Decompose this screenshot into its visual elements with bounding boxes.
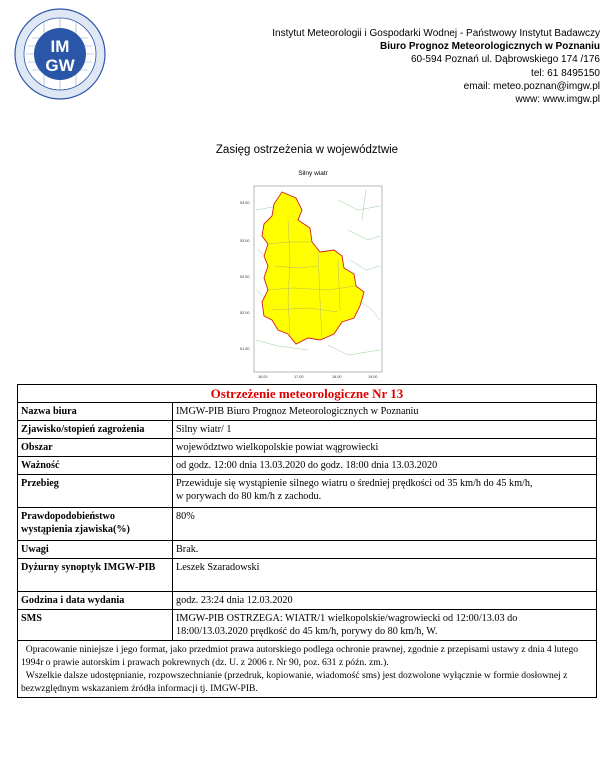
row-label: Dyżurny synoptyk IMGW-PIB (18, 559, 173, 592)
map-canvas (238, 170, 388, 380)
map-title: Silny wiatr (298, 170, 328, 177)
row-value: godz. 23:24 dnia 12.03.2020 (173, 592, 597, 610)
row-value: Leszek Szaradowski (173, 559, 597, 592)
row-value: od godz. 12:00 dnia 13.03.2020 do godz. 18:00 dnia 13.03.2020 (173, 457, 597, 475)
row-label: Obszar (18, 439, 173, 457)
phone: tel: 61 8495150 (531, 67, 600, 79)
y-ticks (240, 201, 250, 351)
x-tick: 17.00 (294, 375, 304, 379)
logo-text-bottom: GW (45, 56, 75, 75)
row-label: Zjawisko/stopień zagrożenia (18, 421, 173, 439)
row-value: IMGW-PIB Biuro Prognoz Meteorologicznych w Poznaniu (173, 403, 597, 421)
row-label: Godzina i data wydania (18, 592, 173, 610)
table-row (18, 559, 597, 592)
table-row (18, 610, 597, 641)
copyright-notice (18, 641, 597, 698)
x-tick: 19.00 (368, 375, 378, 379)
logo-text-top: IM (50, 37, 70, 56)
table-row (18, 439, 597, 457)
y-tick: 52.00 (240, 311, 250, 315)
map-heading: Zasięg ostrzeżenia w województwie (215, 144, 399, 156)
table-row (18, 403, 597, 421)
warning-map (238, 170, 388, 380)
row-value: województwo wielkopolskie powiat wągrowiecki (173, 439, 597, 457)
warning-title: Ostrzeżenie meteorologiczne Nr 13 (18, 385, 597, 403)
row-label: Prawdopodobieństwo wystąpienia zjawiska(%) (18, 508, 173, 541)
table-row (18, 592, 597, 610)
x-tick: 18.00 (332, 375, 342, 379)
copyright-text: Opracowanie niniejsze i jego format, jako przedmiot prawa autorskiego podlega ochronie prawnej, zgodnie z przepisami ustawy z dnia 4 lutego 1994r o prawie autorskim i prawach pokrewnych (dz. U. z 2006 r. Nr 90, poz. 631 z późn. zm.). (21, 644, 579, 668)
table-row (18, 508, 597, 541)
office-name: Biuro Prognoz Meteorologicznych w Poznaniu (379, 41, 600, 53)
x-ticks (258, 375, 378, 379)
imgw-logo (14, 8, 106, 100)
table-row (18, 475, 597, 508)
row-value: Brak. (173, 541, 597, 559)
institute-name: Instytut Meteorologii i Gospodarki Wodnej - Państwowy Instytut Badawczy (272, 28, 600, 39)
row-value: IMGW-PIB OSTRZEGA: WIATR/1 wielkopolskie/wagrowiecki od 12:00/13.03 do 18:00/13.03.2020 prędkość do 45 km/h, porywy do 80 km/h, W. (173, 610, 597, 641)
y-tick: 51.50 (240, 347, 250, 351)
y-tick: 53.00 (240, 239, 250, 243)
row-value: Silny wiatr/ 1 (173, 421, 597, 439)
table-row (18, 457, 597, 475)
table-row (18, 421, 597, 439)
warning-table (17, 384, 597, 698)
row-label: SMS (18, 610, 173, 641)
website: www: www.imgw.pl (515, 94, 600, 106)
y-tick: 52.50 (240, 275, 250, 279)
row-value: 80% (173, 508, 597, 541)
email: email: meteo.poznan@imgw.pl (463, 80, 600, 92)
row-label: Nazwa biura (18, 403, 173, 421)
address: 60-594 Poznań ul. Dąbrowskiego 174 /176 (410, 54, 600, 66)
row-label: Przebieg (18, 475, 173, 508)
row-value: Przewiduje się wystąpienie silnego wiatru o średniej prędkości od 35 km/h do 45 km/h, w porywach do 80 km/h z zachodu. (173, 475, 597, 508)
y-tick: 53.50 (240, 201, 250, 205)
row-label: Ważność (18, 457, 173, 475)
x-tick: 16.00 (258, 375, 268, 379)
row-label: Uwagi (18, 541, 173, 559)
institute-info (272, 27, 600, 106)
redistribution-text: Wszelkie dalsze udostępnianie, rozpowszechnianie (przedruk, kopiowanie, wiadomość sms) jest dozwolone wyłącznie w formie dosłownej z bezwzględnym wskazaniem źródła informacji tj. IMGW-PIB. (21, 670, 568, 694)
table-row (18, 541, 597, 559)
